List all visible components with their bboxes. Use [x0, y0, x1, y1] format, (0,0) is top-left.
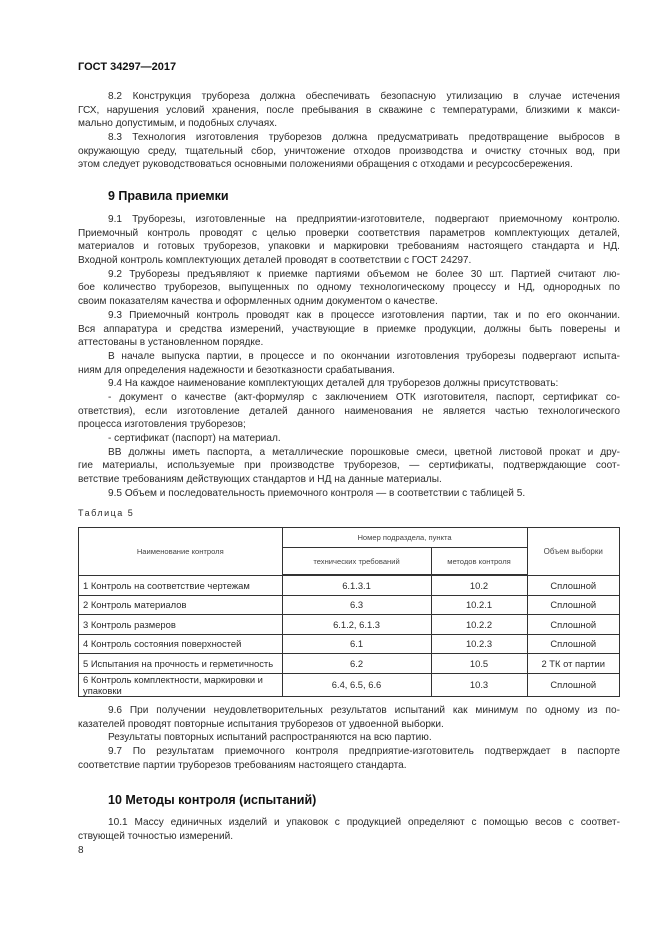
cell-control-name: 6 Контроль комплектности, маркировки и упаковки [79, 673, 283, 696]
paragraph-line: ГСХ, нарушения условий хранения, после пребывания в скважине с температурами, близкими к макси- [78, 104, 620, 116]
paragraph-line: мально допустимым, и подобных случаях. [78, 118, 278, 130]
paragraph-line: - сертификат (паспорт) на материал. [108, 433, 281, 444]
col-header-tech: технических требований [282, 548, 431, 576]
paragraph-line: аттестованы в установленном порядке. [78, 337, 264, 349]
table-row [79, 615, 620, 635]
paragraph-line: 9.1 Труборезы, изготовленные на предприятии-изготовителе, подвергают приемочному контролю. [108, 214, 620, 225]
cell-volume: Сплошной [527, 615, 619, 635]
table-row [79, 575, 620, 595]
paragraph-line: 9.5 Объем и последовательность приемочного контроля — в соответствии с таблицей 5. [108, 487, 526, 499]
table-caption: Таблица 5 [78, 508, 135, 518]
table-row [79, 595, 620, 615]
cell-methods: 10.3 [431, 673, 527, 696]
paragraph-line: Вся аппаратура и средства измерений, участвующие в приемке продукции, должны быть поверены и [78, 323, 620, 335]
cell-tech-req: 6.1.3.1 [282, 575, 431, 595]
paragraph-line: Приемочный контроль проводят с целью проверки соответствия параметров комплектующих деталей, [78, 227, 620, 239]
section-9-text [78, 213, 620, 500]
cell-tech-req: 6.4, 6.5, 6.6 [282, 673, 431, 696]
table-5 [78, 527, 620, 697]
paragraph-line: ветствие требованиям действующих стандартов и НД на данные материалы. [78, 474, 442, 486]
paragraph-line: 9.2 Труборезы предъявляют к приемке партиями объемом не более 30 шт. Партией считают лю- [108, 268, 620, 280]
cell-tech-req: 6.2 [282, 654, 431, 674]
paragraph-line: своим показателям качества и оформленных одним документом о качестве. [78, 296, 438, 308]
table-row [79, 673, 620, 696]
paragraph-line: 10.1 Массу единичных изделий и упаковок с продукцией определяют с помощью весов с соответ- [108, 817, 620, 828]
cell-volume: 2 ТК от партии [527, 654, 619, 674]
paragraph-line: В начале выпуска партии, в процессе и по окончании изготовления труборезы подвергают испыта- [108, 350, 620, 362]
page-number: 8 [78, 845, 84, 856]
paragraph-line: соответствие партии труборезов требованиям настоящего стандарта. [78, 759, 407, 771]
section-10-heading: 10 Методы контроля (испытаний) [108, 793, 317, 807]
section-8-text [78, 90, 620, 172]
cell-volume: Сплошной [527, 634, 619, 654]
paragraph-line: 9.7 По результатам приемочного контроля предприятие-изготовитель подтверждает в паспорте [108, 746, 620, 758]
paragraph-line: этом следует руководствоваться основными положениями обращения с отходами и ресурсосбережения. [78, 159, 573, 171]
paragraph-line: Входной контроль комплектующих деталей проводят в соответствии с ГОСТ 24297. [78, 255, 472, 267]
paragraph-line: - документ о качестве (акт-формуляр с заключением ОТК изготовителя, паспорт, сертификат со- [108, 391, 620, 403]
paragraph-line: процесса изготовления труборезов; [78, 419, 246, 431]
cell-methods: 10.5 [431, 654, 527, 674]
cell-volume: Сплошной [527, 673, 619, 696]
cell-tech-req: 6.3 [282, 595, 431, 615]
paragraph-line: 9.6 При получении неудовлетворительных результатов испытаний как минимум по одному из по- [108, 705, 620, 716]
col-header-volume: Объем выборки [527, 528, 619, 576]
paragraph-line: 8.2 Конструкция трубореза должна обеспечивать безопасную утилизацию в случае истечения [108, 91, 620, 102]
paragraph-line: 9.3 Приемочный контроль проводят как в процессе изготовления партии, так и по его окончании. [108, 309, 620, 321]
cell-tech-req: 6.1.2, 6.1.3 [282, 615, 431, 635]
cell-control-name: 4 Контроль состояния поверхностей [79, 634, 283, 654]
after-table-text [78, 704, 620, 772]
cell-control-name: 5 Испытания на прочность и герметичность [79, 654, 283, 674]
col-header-section-group: Номер подраздела, пункта [282, 528, 527, 548]
col-header-name: Наименование контроля [79, 528, 283, 576]
cell-volume: Сплошной [527, 575, 619, 595]
paragraph-line: ВВ должны иметь паспорта, а металлические порошковые смеси, цветной листовой прокат и дру- [108, 446, 620, 458]
paragraph-line: ниям для определения надежности и безотказности срабатывания. [78, 364, 395, 376]
paragraph-line: окружающую среду, тщательный сбор, уничтожение отходов производства и очистку сточных вод, при [78, 145, 620, 157]
cell-control-name: 2 Контроль материалов [79, 595, 283, 615]
paragraph-line: 8.3 Технология изготовления труборезов должна предусматривать предотвращение выбросов в [108, 132, 620, 144]
document-header: ГОСТ 34297—2017 [78, 61, 177, 73]
section-9-heading: 9 Правила приемки [108, 189, 229, 203]
paragraph-line: ствующей точностью измерений. [78, 830, 234, 842]
cell-control-name: 3 Контроль размеров [79, 615, 283, 635]
paragraph-line: ответствия), если изготовление деталей данного наименования не является частью технологического [78, 405, 620, 417]
cell-methods: 10.2.1 [431, 595, 527, 615]
cell-methods: 10.2.2 [431, 615, 527, 635]
paragraph-line: казателей проводят повторные испытания труборезов от удвоенной выборки. [78, 718, 444, 730]
section-10-text [78, 816, 620, 843]
cell-tech-req: 6.1 [282, 634, 431, 654]
paragraph-line: материалов и готовых труборезов, упаковки и маркировки требованиям настоящего стандарта и НД. [78, 241, 620, 253]
cell-control-name: 1 Контроль на соответствие чертежам [79, 575, 283, 595]
cell-methods: 10.2 [431, 575, 527, 595]
table-row [79, 634, 620, 654]
cell-volume: Сплошной [527, 595, 619, 615]
paragraph-line: Результаты повторных испытаний распространяются на всю партию. [108, 732, 432, 744]
paragraph-line: бое количество труборезов, выпущенных по одному технологическому процессу и НД, однородных по [78, 282, 620, 294]
table-row [79, 654, 620, 674]
col-header-methods: методов контроля [431, 548, 527, 576]
paragraph-line: гие материалы, используемые при производстве труборезов, — сертификаты, подтверждающие соот- [78, 460, 620, 472]
paragraph-line: 9.4 На каждое наименование комплектующих деталей для труборезов должны присутствовать: [108, 378, 559, 390]
cell-methods: 10.2.3 [431, 634, 527, 654]
